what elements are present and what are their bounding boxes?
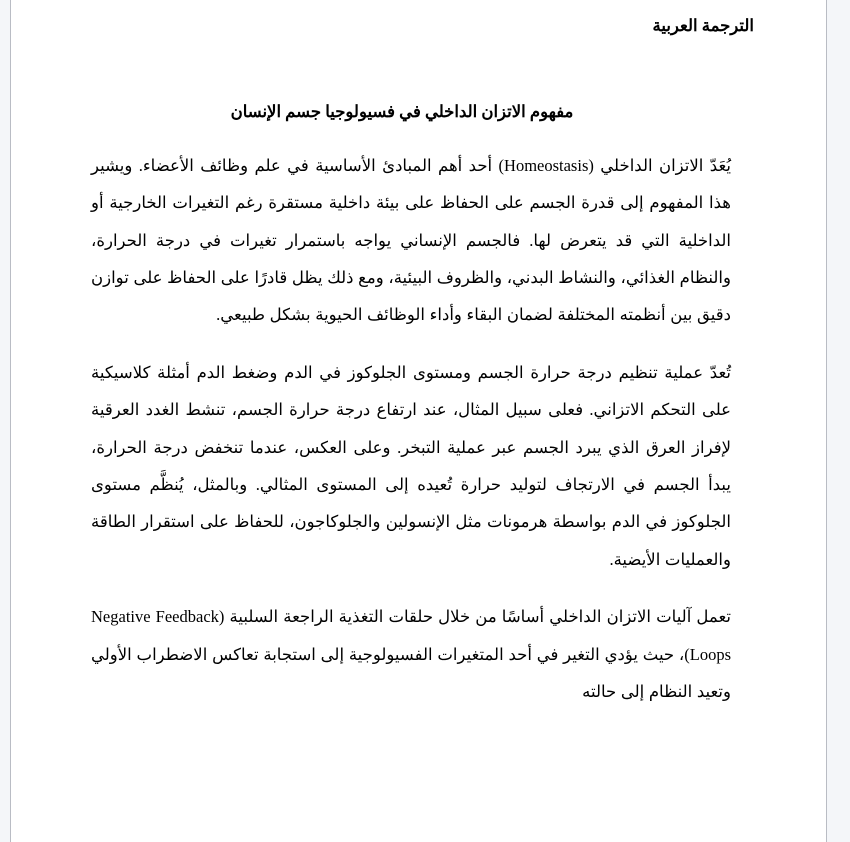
document-page: [10, 0, 827, 842]
body-paragraph-1: يُعَدّ الاتزان الداخلي (Homeostasis) أحد أهم المبادئ الأساسية في علم وظائف الأعضاء. ويشير هذا المفهوم إلى قدرة الجسم على الحفاظ على بيئة داخلية مستقرة رغم التغيرات الخارجية أو الداخلية التي قد يتعرض لها. فالجسم الإنساني يواجه باستمرار تغيرات في درجة الحرارة، والنظام الغذائي، والنشاط البدني، والظروف البيئية، ومع ذلك يظل قادرًا على الحفاظ على توازن دقيق بين أنظمته المختلفة لضمان البقاء وأداء الوظائف الحيوية بشكل طبيعي.: [91, 155, 731, 325]
page-title: مفهوم الاتزان الداخلي في فسيولوجيا جسم الإنسان: [230, 102, 574, 121]
body-paragraph-3: تعمل آليات الاتزان الداخلي أساسًا من خلال حلقات التغذية الراجعة السلبية (Negative Feedback Loops)، حيث يؤدي التغير في أحد المتغيرات الفسيولوجية إلى استجابة تعاكس الاضطراب الأولي وتعيد النظام إلى حالته: [91, 607, 731, 702]
body-paragraph-2: تُعدّ عملية تنظيم درجة حرارة الجسم ومستوى الجلوكوز في الدم وضغط الدم أمثلة كلاسيكية على التحكم الاتزاني. فعلى سبيل المثال، عند ارتفاع درجة حرارة الجسم، تنشط الغدد العرقية لإفراز العرق الذي يبرد الجسم عبر عملية التبخر. وعلى العكس، عندما تنخفض درجة الحرارة، يبدأ الجسم في الارتجاف لتوليد حرارة تُعيده إلى المستوى المثالي. وبالمثل، يُنظَّم مستوى الجلوكوز في الدم بواسطة هرمونات مثل الإنسولين والجلوكاجون، للحفاظ على استقرار الطاقة والعمليات الأيضية.: [91, 362, 731, 569]
document-body: [91, 100, 731, 710]
document-header-label: الترجمة العربية: [652, 16, 754, 35]
